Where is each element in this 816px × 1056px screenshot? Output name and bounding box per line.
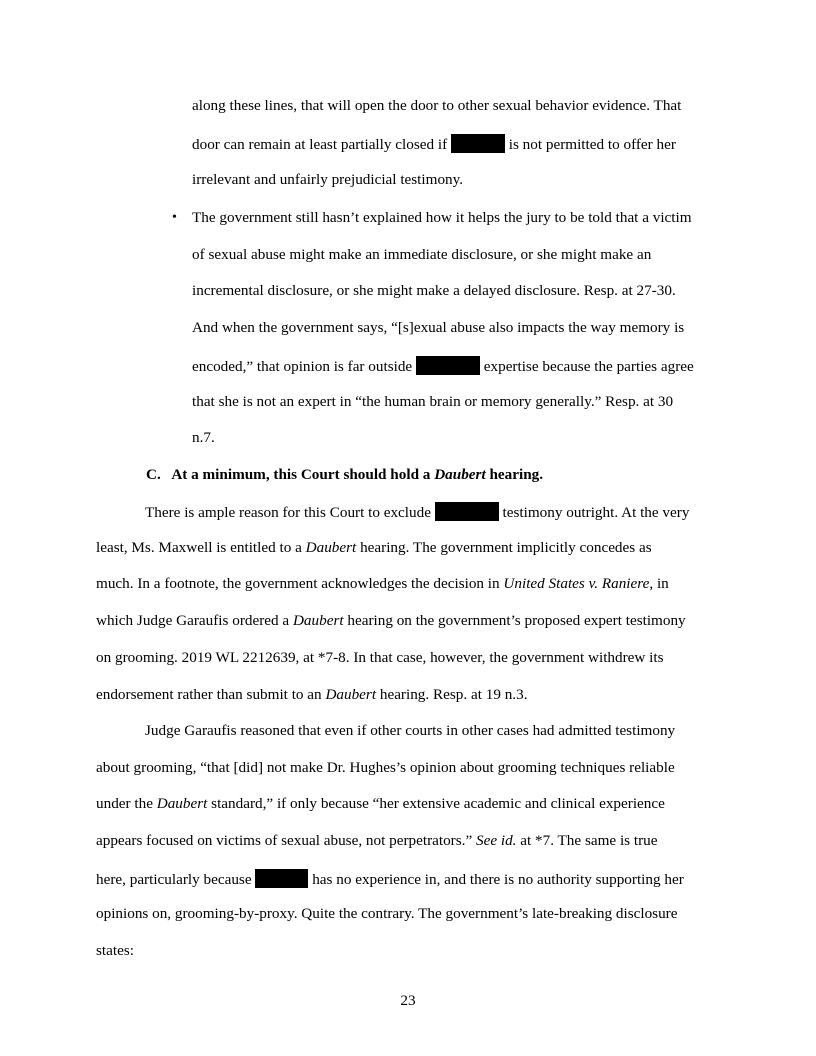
italic-text: Daubert xyxy=(325,686,377,703)
continuation-line: along these lines, that will open the door to other sexual behavior evidence. That xyxy=(192,97,682,114)
paragraph-line: on grooming. 2019 WL 2212639, at *7-8. In that case, however, the government withdrew its xyxy=(96,649,664,666)
redaction-box xyxy=(451,134,505,153)
text-segment: hearing on the government’s proposed expert testimony xyxy=(343,612,686,629)
bullet-line xyxy=(192,356,694,376)
text-segment: much. In a footnote, the government acknowledges the decision in xyxy=(96,575,504,592)
text-segment: under the xyxy=(96,795,157,812)
bullet-line: of sexual abuse might make an immediate disclosure, or she might make an xyxy=(192,246,652,263)
text-segment: testimony outright. At the very xyxy=(502,504,690,521)
redaction-box xyxy=(416,356,480,375)
text-segment: There is ample reason for this Court to exclude xyxy=(145,504,431,521)
paragraph-line xyxy=(96,575,669,593)
text-segment: door can remain at least partially closed if xyxy=(192,136,448,153)
paragraph-line xyxy=(96,832,657,850)
paragraph-line: Judge Garaufis reasoned that even if other courts in other cases had admitted testimony xyxy=(145,722,676,739)
bullet-line: n.7. xyxy=(192,429,215,446)
bullet-line: incremental disclosure, or she might make a delayed disclosure. Resp. at 27-30. xyxy=(192,282,676,299)
paragraph-line xyxy=(96,539,652,557)
paragraph-line xyxy=(96,686,528,704)
text-segment: hearing. The government implicitly concedes as xyxy=(356,539,652,556)
text-segment: standard,” if only because “her extensive academic and clinical experience xyxy=(207,795,665,812)
italic-text: United States v. Raniere xyxy=(503,575,650,592)
text-segment: appears focused on victims of sexual abuse, not perpetrators.” xyxy=(96,832,476,849)
text-segment: expertise because the parties agree xyxy=(483,358,694,375)
page-number: 23 xyxy=(400,992,416,1009)
text-segment: , in xyxy=(649,575,669,592)
heading-text: C. At a minimum, this Court should hold a xyxy=(146,466,435,483)
redaction-box xyxy=(255,869,308,888)
paragraph-line xyxy=(96,612,686,630)
italic-text: Daubert xyxy=(156,795,208,812)
bullet-marker: • xyxy=(172,210,177,225)
paragraph-line: opinions on, grooming-by-proxy. Quite the contrary. The government’s late-breaking disclosure xyxy=(96,905,678,922)
redaction-box xyxy=(435,502,499,521)
text-segment: is not permitted to offer her xyxy=(508,136,676,153)
paragraph-line: states: xyxy=(96,942,134,959)
italic-text: Daubert xyxy=(305,539,357,556)
text-segment: least, Ms. Maxwell is entitled to a xyxy=(96,539,306,556)
continuation-line: irrelevant and unfairly prejudicial testimony. xyxy=(192,171,464,188)
heading-italic: Daubert xyxy=(434,466,486,483)
text-segment: here, particularly because xyxy=(96,871,252,888)
paragraph-line xyxy=(96,795,665,813)
text-segment: endorsement rather than submit to an xyxy=(96,686,326,703)
text-segment: has no experience in, and there is no authority supporting her xyxy=(312,871,684,888)
italic-text: See id. xyxy=(475,832,517,849)
paragraph-line xyxy=(96,869,684,889)
continuation-line xyxy=(192,134,676,154)
italic-text: Daubert xyxy=(292,612,344,629)
section-heading xyxy=(146,466,543,484)
heading-text: hearing. xyxy=(485,466,544,483)
bullet-line: that she is not an expert in “the human brain or memory generally.” Resp. at 30 xyxy=(192,393,674,410)
text-segment: at *7. The same is true xyxy=(516,832,658,849)
bullet-line: The government still hasn’t explained how it helps the jury to be told that a victim xyxy=(192,209,692,226)
paragraph-line xyxy=(145,502,689,522)
text-segment: encoded,” that opinion is far outside xyxy=(192,358,413,375)
paragraph-line: about grooming, “that [did] not make Dr. Hughes’s opinion about grooming techniques reliable xyxy=(96,759,675,776)
bullet-line: And when the government says, “[s]exual abuse also impacts the way memory is xyxy=(192,319,685,336)
text-segment: hearing. Resp. at 19 n.3. xyxy=(376,686,528,703)
text-segment: which Judge Garaufis ordered a xyxy=(96,612,293,629)
